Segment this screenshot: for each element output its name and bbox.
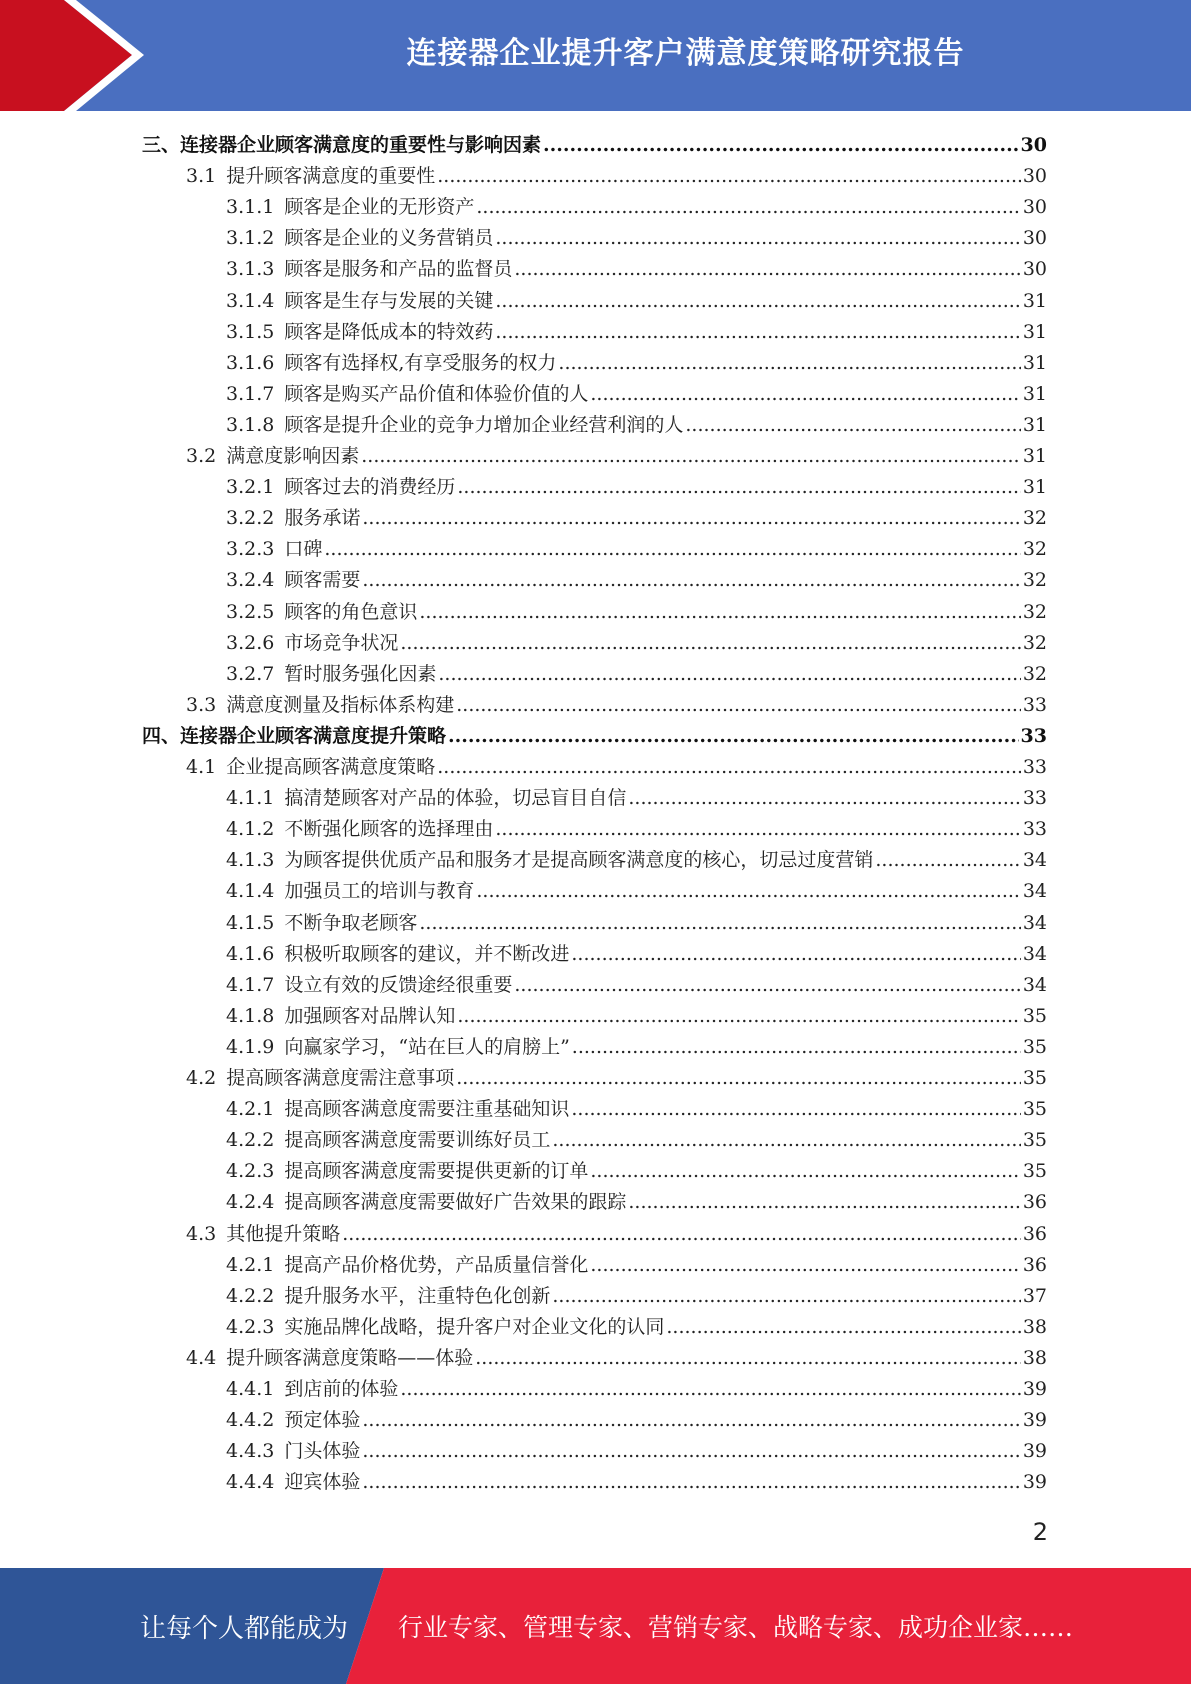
toc-entry-number: 四、 xyxy=(142,724,181,747)
toc-entry-number: 3.1.7 xyxy=(226,382,275,405)
toc-entry-title: 满意度影响因素 xyxy=(226,445,360,467)
toc-entry[interactable] xyxy=(226,1184,1047,1215)
toc-entry[interactable] xyxy=(226,1464,1047,1495)
toc-entry-title: 向赢家学习，“站在巨人的肩膀上” xyxy=(284,1035,570,1058)
toc-entry[interactable] xyxy=(226,562,1047,593)
toc-entry-number: 4.2.3 xyxy=(226,1160,275,1183)
toc-entry-title: 迎宾体验 xyxy=(284,1471,361,1494)
toc-dot-leader xyxy=(590,1158,1020,1184)
toc-entry-title: 提高顾客满意度需要训练好员工 xyxy=(284,1129,551,1152)
toc-entry-number: 3.2 xyxy=(186,445,217,467)
toc-entry-title: 服务承诺 xyxy=(284,507,361,530)
toc-entry-number: 4.2.2 xyxy=(226,1284,275,1307)
toc-dot-leader xyxy=(400,1376,1020,1402)
toc-dot-leader xyxy=(437,754,1021,780)
toc-entry-title: 提高产品价格优势，产品质量信誉化 xyxy=(284,1253,589,1276)
toc-entry-number: 4.1.7 xyxy=(226,973,275,996)
toc-entry-title: 企业提高顾客满意度策略 xyxy=(226,756,436,778)
toc-entry-page: 33 xyxy=(1020,724,1047,747)
toc-dot-leader xyxy=(571,941,1020,967)
toc-entry-page: 35 xyxy=(1022,1035,1047,1058)
toc-entry-title: 顾客需要 xyxy=(284,569,361,592)
toc-entry[interactable] xyxy=(226,873,1047,904)
toc-entry-title: 提升顾客满意度策略——体验 xyxy=(226,1346,474,1369)
toc-entry-number: 4.2.4 xyxy=(226,1191,275,1214)
toc-entry-number: 4.1.4 xyxy=(226,880,275,903)
toc-entry-page: 30 xyxy=(1022,227,1047,250)
toc-entry-title: 实施品牌化战略，提升客户对企业文化的认同 xyxy=(284,1315,665,1338)
toc-dot-leader xyxy=(552,1283,1020,1309)
toc-entry-title: 顾客是企业的无形资产 xyxy=(284,196,475,219)
toc-dot-leader xyxy=(476,878,1020,904)
toc-entry[interactable] xyxy=(226,905,1047,936)
toc-entry-title: 市场竞争状况 xyxy=(284,631,399,654)
toc-entry[interactable] xyxy=(226,998,1047,1029)
toc-entry[interactable] xyxy=(226,1371,1047,1402)
toc-entry[interactable] xyxy=(142,127,1047,158)
toc-dot-leader xyxy=(685,412,1020,438)
toc-entry-number: 4.2 xyxy=(186,1067,217,1089)
toc-entry[interactable] xyxy=(226,531,1047,562)
toc-entry[interactable] xyxy=(226,780,1047,811)
toc-entry-number: 4.1 xyxy=(186,756,217,778)
toc-entry[interactable] xyxy=(226,1153,1047,1184)
toc-entry-title: 提升顾客满意度的重要性 xyxy=(226,165,436,188)
toc-dot-leader xyxy=(400,630,1020,656)
toc-entry[interactable] xyxy=(226,1309,1047,1340)
toc-entry-title: 预定体验 xyxy=(284,1409,361,1432)
toc-entry-page: 36 xyxy=(1022,1222,1047,1245)
toc-entry-page: 39 xyxy=(1022,1440,1047,1463)
toc-entry-number: 4.1.8 xyxy=(226,1004,275,1027)
toc-entry[interactable] xyxy=(226,811,1047,842)
toc-entry-number: 4.1.2 xyxy=(226,818,275,841)
toc-entry-page: 32 xyxy=(1022,631,1047,654)
toc-dot-leader xyxy=(628,1189,1020,1215)
toc-entry-title: 不断争取老顾客 xyxy=(284,911,418,934)
toc-entry[interactable] xyxy=(226,376,1047,407)
toc-entry-page: 30 xyxy=(1020,134,1047,156)
toc-entry-page: 30 xyxy=(1022,258,1047,281)
toc-entry[interactable] xyxy=(226,283,1047,314)
toc-dot-leader xyxy=(324,536,1020,562)
toc-entry-page: 39 xyxy=(1022,1409,1047,1432)
toc-entry[interactable] xyxy=(226,1433,1047,1464)
toc-entry-title: 积极听取顾客的建议，并不断改进 xyxy=(284,942,570,965)
toc-dot-leader xyxy=(438,661,1020,687)
toc-entry-title: 不断强化顾客的选择理由 xyxy=(284,818,494,841)
toc-entry-number: 4.1.3 xyxy=(226,849,275,872)
toc-entry-number: 4.1.9 xyxy=(226,1035,275,1058)
toc-entry-page: 35 xyxy=(1022,1129,1047,1152)
toc-entry-number: 3.2.3 xyxy=(226,538,275,561)
toc-entry-page: 31 xyxy=(1022,289,1047,312)
toc-entry[interactable] xyxy=(226,500,1047,531)
toc-entry[interactable] xyxy=(226,1278,1047,1309)
toc-dot-leader xyxy=(457,474,1020,500)
toc-entry[interactable] xyxy=(186,687,1047,718)
toc-entry[interactable] xyxy=(226,625,1047,656)
toc-entry-page: 34 xyxy=(1022,942,1047,965)
toc-entry-page: 32 xyxy=(1022,538,1047,561)
toc-entry-title: 加强顾客对品牌认知 xyxy=(284,1004,456,1027)
toc-entry[interactable] xyxy=(142,718,1047,749)
toc-entry-number: 3.2.7 xyxy=(226,662,275,685)
toc-entry[interactable] xyxy=(226,936,1047,967)
toc-entry-page: 39 xyxy=(1022,1378,1047,1400)
toc-dot-leader xyxy=(514,972,1020,998)
toc-entry-title: 连接器企业顾客满意度的重要性与影响因素 xyxy=(180,134,542,156)
toc-entry-page: 36 xyxy=(1022,1253,1047,1276)
toc-entry-title: 口碑 xyxy=(284,538,323,561)
toc-entry-number: 4.1.6 xyxy=(226,942,275,965)
toc-entry-page: 32 xyxy=(1022,569,1047,592)
toc-entry[interactable] xyxy=(226,1247,1047,1278)
toc-entry[interactable] xyxy=(226,345,1047,376)
toc-dot-leader xyxy=(552,1127,1020,1153)
toc-entry-title: 顾客是提升企业的竞争力增加企业经营利润的人 xyxy=(284,413,684,436)
toc-entry-number: 3.1.5 xyxy=(226,320,275,343)
toc-entry-page: 31 xyxy=(1022,351,1047,374)
toc-dot-leader xyxy=(437,163,1021,189)
toc-entry[interactable] xyxy=(226,656,1047,687)
toc-entry-number: 3.1.4 xyxy=(226,289,275,312)
toc-entry-number: 3.1.1 xyxy=(226,196,275,219)
toc-entry-page: 37 xyxy=(1022,1284,1047,1307)
toc-entry-number: 4.2.1 xyxy=(226,1253,275,1276)
toc-entry-title: 提高顾客满意度需注意事项 xyxy=(226,1067,455,1089)
toc-entry-page: 33 xyxy=(1022,693,1047,716)
toc-entry-number: 4.4.4 xyxy=(226,1471,275,1494)
toc-entry-page: 33 xyxy=(1022,787,1047,810)
toc-entry[interactable] xyxy=(226,189,1047,220)
toc-entry-title: 顾客的角色意识 xyxy=(284,600,418,623)
toc-entry-number: 3.1.8 xyxy=(226,413,275,436)
toc-dot-leader xyxy=(475,1345,1021,1371)
toc-entry[interactable] xyxy=(226,1091,1047,1122)
toc-entry-number: 4.4.2 xyxy=(226,1409,275,1432)
toc-entry-number: 3.2.2 xyxy=(226,507,275,530)
page-number: 2 xyxy=(1032,1518,1048,1546)
toc-entry-page: 31 xyxy=(1022,476,1047,499)
toc-entry-number: 3.2.4 xyxy=(226,569,275,592)
header-arrow-decoration xyxy=(0,0,150,111)
toc-entry-page: 32 xyxy=(1022,662,1047,685)
toc-entry-page: 35 xyxy=(1022,1160,1047,1183)
toc-entry-page: 33 xyxy=(1022,818,1047,841)
toc-dot-leader xyxy=(495,319,1020,345)
toc-entry-number: 三、 xyxy=(142,134,181,156)
toc-dot-leader xyxy=(419,910,1020,936)
toc-dot-leader xyxy=(362,505,1020,531)
toc-entry[interactable] xyxy=(226,967,1047,998)
toc-entry-title: 暂时服务强化因素 xyxy=(284,662,437,685)
toc-entry-number: 3.2.6 xyxy=(226,631,275,654)
toc-entry-number: 4.2.2 xyxy=(226,1129,275,1152)
toc-entry-title: 顾客过去的消费经历 xyxy=(284,476,456,499)
toc-entry-number: 4.4.3 xyxy=(226,1440,275,1463)
toc-dot-leader xyxy=(419,599,1020,625)
toc-entry-number: 3.1.2 xyxy=(226,227,275,250)
toc-entry-page: 31 xyxy=(1022,382,1047,405)
toc-entry-number: 4.2.3 xyxy=(226,1315,275,1338)
toc-entry-page: 38 xyxy=(1022,1315,1047,1338)
toc-entry-number: 4.1.1 xyxy=(226,787,275,810)
toc-entry-title: 提高顾客满意度需要提供更新的订单 xyxy=(284,1160,589,1183)
toc-dot-leader xyxy=(495,225,1020,251)
toc-entry[interactable] xyxy=(186,1340,1047,1371)
toc-entry[interactable] xyxy=(226,1402,1047,1433)
toc-entry[interactable] xyxy=(226,1122,1047,1153)
toc-dot-leader xyxy=(457,1003,1020,1029)
document-title: 连接器企业提升客户满意度策略研究报告 xyxy=(406,36,965,71)
toc-entry[interactable] xyxy=(186,1216,1047,1247)
toc-entry-number: 4.3 xyxy=(186,1222,217,1245)
toc-dot-leader xyxy=(362,1407,1020,1433)
toc-entry-number: 3.1.3 xyxy=(226,258,275,281)
toc-entry-title: 其他提升策略 xyxy=(226,1222,341,1245)
toc-entry[interactable] xyxy=(226,594,1047,625)
toc-dot-leader xyxy=(495,816,1020,842)
toc-entry-title: 提升服务水平，注重特色化创新 xyxy=(284,1284,551,1307)
toc-entry-page: 35 xyxy=(1022,1067,1047,1089)
toc-entry-title: 提高顾客满意度需要做好广告效果的跟踪 xyxy=(284,1191,627,1214)
toc-entry-number: 4.4 xyxy=(186,1346,217,1369)
toc-dot-leader xyxy=(495,288,1020,314)
toc-entry-page: 34 xyxy=(1022,973,1047,996)
toc-entry-title: 为顾客提供优质产品和服务才是提高顾客满意度的核心，切忌过度营销 xyxy=(284,849,874,872)
toc-dot-leader xyxy=(571,1096,1020,1122)
toc-dot-leader xyxy=(448,723,1019,749)
toc-entry-title: 满意度测量及指标体系构建 xyxy=(226,693,455,716)
toc-dot-leader xyxy=(514,256,1020,282)
toc-entry-page: 33 xyxy=(1022,756,1047,778)
toc-entry-title: 顾客是企业的义务营销员 xyxy=(284,227,494,250)
toc-dot-leader xyxy=(875,847,1020,873)
toc-entry-number: 3.1.6 xyxy=(226,351,275,374)
toc-entry-page: 31 xyxy=(1022,413,1047,436)
toc-dot-leader xyxy=(558,350,1020,376)
toc-entry-page: 30 xyxy=(1022,165,1047,188)
toc-dot-leader xyxy=(342,1221,1021,1247)
toc-entry-title: 顾客是购买产品价值和体验价值的人 xyxy=(284,382,589,405)
toc-entry-number: 3.2.1 xyxy=(226,476,275,499)
toc-entry-number: 3.2.5 xyxy=(226,600,275,623)
toc-entry-title: 顾客是服务和产品的监督员 xyxy=(284,258,513,281)
toc-entry[interactable] xyxy=(226,251,1047,282)
header-banner xyxy=(0,0,1191,111)
toc-entry[interactable] xyxy=(226,220,1047,251)
toc-entry[interactable] xyxy=(186,1060,1047,1091)
toc-entry[interactable] xyxy=(186,749,1047,780)
toc-entry[interactable] xyxy=(226,314,1047,345)
toc-dot-leader xyxy=(456,692,1021,718)
toc-entry-page: 30 xyxy=(1022,196,1047,219)
toc-entry-number: 3.3 xyxy=(186,693,217,716)
toc-entry-page: 39 xyxy=(1022,1471,1047,1494)
toc-entry[interactable] xyxy=(186,158,1047,189)
toc-entry-page: 31 xyxy=(1022,320,1047,343)
toc-entry-title: 顾客有选择权,有享受服务的权力 xyxy=(284,351,557,374)
toc-entry-page: 34 xyxy=(1022,911,1047,934)
toc-entry-page: 38 xyxy=(1022,1346,1047,1369)
toc-entry-title: 到店前的体验 xyxy=(284,1378,399,1400)
toc-entry[interactable] xyxy=(226,1029,1047,1060)
toc-entry-number: 3.1 xyxy=(186,165,217,188)
toc-entry-title: 连接器企业顾客满意度提升策略 xyxy=(180,724,447,747)
toc-dot-leader xyxy=(362,1469,1020,1495)
toc-dot-leader xyxy=(456,1065,1021,1091)
footer-banner xyxy=(0,1568,1191,1684)
toc-entry-page: 36 xyxy=(1022,1191,1047,1214)
toc-entry-title: 顾客是生存与发展的关键 xyxy=(284,289,494,312)
toc-entry-title: 搞清楚顾客对产品的体验，切忌盲目自信 xyxy=(284,787,627,810)
toc-dot-leader xyxy=(590,381,1020,407)
toc-dot-leader xyxy=(362,567,1020,593)
toc-entry[interactable] xyxy=(226,842,1047,873)
toc-entry-page: 31 xyxy=(1022,445,1047,467)
toc-entry-title: 提高顾客满意度需要注重基础知识 xyxy=(284,1098,570,1121)
toc-entry[interactable] xyxy=(226,469,1047,500)
toc-entry-title: 加强员工的培训与教育 xyxy=(284,880,475,903)
toc-entry-page: 32 xyxy=(1022,507,1047,530)
toc-entry-page: 32 xyxy=(1022,600,1047,623)
toc-dot-leader xyxy=(543,132,1019,158)
toc-entry-page: 34 xyxy=(1022,849,1047,872)
toc-entry-title: 顾客是降低成本的特效药 xyxy=(284,320,494,343)
toc-dot-leader xyxy=(628,785,1020,811)
toc-entry-title: 门头体验 xyxy=(284,1440,361,1463)
toc-entry[interactable] xyxy=(226,407,1047,438)
toc-dot-leader xyxy=(476,194,1020,220)
toc-entry-number: 4.1.5 xyxy=(226,911,275,934)
toc-entry-number: 4.4.1 xyxy=(226,1378,275,1400)
toc-dot-leader xyxy=(572,1034,1021,1060)
toc-dot-leader xyxy=(362,1438,1020,1464)
footer-slogan-left: 让每个人都能成为 xyxy=(140,1613,349,1644)
toc-entry[interactable] xyxy=(186,438,1047,469)
toc-entry-page: 34 xyxy=(1022,880,1047,903)
toc-entry-title: 设立有效的反馈途经很重要 xyxy=(284,973,513,996)
toc-entry-page: 35 xyxy=(1022,1004,1047,1027)
toc-entry-page: 35 xyxy=(1022,1098,1047,1121)
toc-dot-leader xyxy=(666,1314,1020,1340)
toc-dot-leader xyxy=(590,1252,1020,1278)
toc-dot-leader xyxy=(361,443,1021,469)
toc-entry-number: 4.2.1 xyxy=(226,1098,275,1121)
footer-slogan-right: 行业专家、管理专家、营销专家、战略专家、成功企业家…… xyxy=(398,1613,1074,1642)
